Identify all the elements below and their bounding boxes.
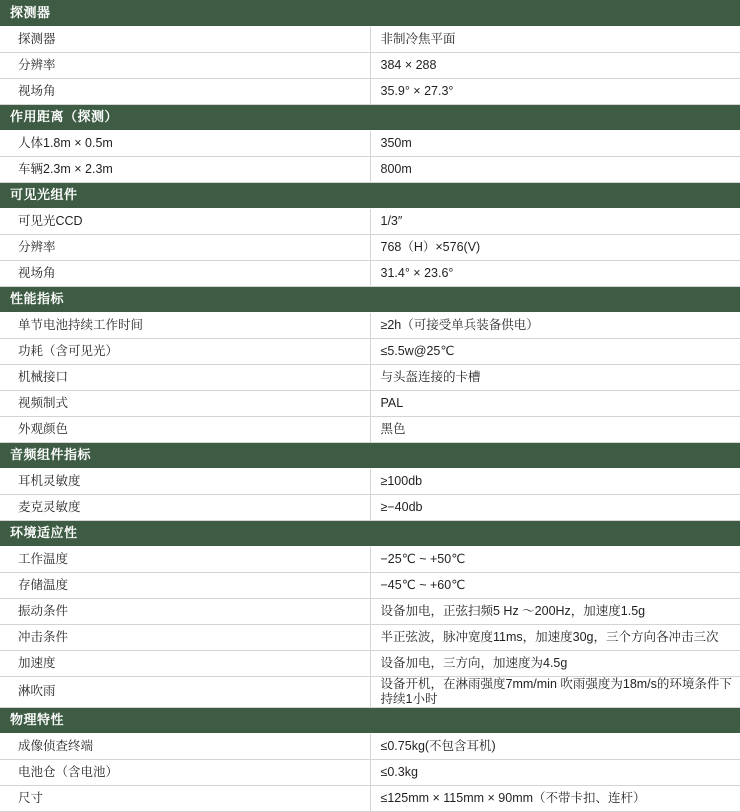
table-row xyxy=(0,312,740,338)
row-label: 冲击条件 xyxy=(0,624,370,650)
table-row xyxy=(0,52,740,78)
row-value: 800m xyxy=(370,156,740,182)
row-value: 350m xyxy=(370,130,740,156)
table-row xyxy=(0,676,740,707)
section-header-row xyxy=(0,442,740,468)
row-label: 分辨率 xyxy=(0,234,370,260)
row-label: 外观颜色 xyxy=(0,416,370,442)
section-title: 物理特性 xyxy=(0,707,740,733)
row-value: 与头盔连接的卡槽 xyxy=(370,364,740,390)
section-title: 音频组件指标 xyxy=(0,442,740,468)
section-header-row xyxy=(0,0,740,26)
row-value: PAL xyxy=(370,390,740,416)
row-label: 存储温度 xyxy=(0,572,370,598)
row-label: 功耗（含可见光） xyxy=(0,338,370,364)
section-header-row xyxy=(0,182,740,208)
table-row xyxy=(0,364,740,390)
row-label: 淋吹雨 xyxy=(0,676,370,707)
section-header-row xyxy=(0,520,740,546)
table-row xyxy=(0,260,740,286)
table-row xyxy=(0,468,740,494)
table-row xyxy=(0,572,740,598)
row-value: 设备加电，三方向，加速度为4.5g xyxy=(370,650,740,676)
table-row xyxy=(0,624,740,650)
row-label: 麦克灵敏度 xyxy=(0,494,370,520)
row-label: 单节电池持续工作时间 xyxy=(0,312,370,338)
table-row xyxy=(0,208,740,234)
row-label: 工作温度 xyxy=(0,546,370,572)
table-row xyxy=(0,130,740,156)
row-label: 尺寸 xyxy=(0,785,370,811)
row-value: ≥−40db xyxy=(370,494,740,520)
row-value: 35.9° × 27.3° xyxy=(370,78,740,104)
row-value: 1/3″ xyxy=(370,208,740,234)
row-label: 视频制式 xyxy=(0,390,370,416)
row-value: ≤5.5w@25℃ xyxy=(370,338,740,364)
row-label: 视场角 xyxy=(0,78,370,104)
row-label: 电池仓（含电池） xyxy=(0,759,370,785)
table-row xyxy=(0,759,740,785)
row-value: 384 × 288 xyxy=(370,52,740,78)
row-label: 耳机灵敏度 xyxy=(0,468,370,494)
row-label: 加速度 xyxy=(0,650,370,676)
section-header-row xyxy=(0,104,740,130)
table-row xyxy=(0,546,740,572)
table-row xyxy=(0,494,740,520)
row-value: 半正弦波，脉冲宽度11ms，加速度30g，三个方向各冲击三次 xyxy=(370,624,740,650)
section-header-row xyxy=(0,707,740,733)
row-label: 车辆2.3m × 2.3m xyxy=(0,156,370,182)
row-value: ≤0.3kg xyxy=(370,759,740,785)
row-value: −45℃ ~ +60℃ xyxy=(370,572,740,598)
row-value: ≥100db xyxy=(370,468,740,494)
row-value: 设备开机，在淋雨强度7mm/min 吹雨强度为18m/s的环境条件下持续1小时 xyxy=(370,676,740,707)
section-header-row xyxy=(0,286,740,312)
row-value: −25℃ ~ +50℃ xyxy=(370,546,740,572)
row-value: 非制冷焦平面 xyxy=(370,26,740,52)
table-row xyxy=(0,598,740,624)
table-row xyxy=(0,26,740,52)
table-row xyxy=(0,78,740,104)
table-row xyxy=(0,156,740,182)
section-title: 可见光组件 xyxy=(0,182,740,208)
table-row xyxy=(0,650,740,676)
row-label: 视场角 xyxy=(0,260,370,286)
row-value: ≤0.75kg(不包含耳机) xyxy=(370,733,740,759)
row-label: 可见光CCD xyxy=(0,208,370,234)
table-row xyxy=(0,390,740,416)
row-value: 黑色 xyxy=(370,416,740,442)
section-title: 环境适应性 xyxy=(0,520,740,546)
row-value: ≤125mm × 115mm × 90mm（不带卡扣、连杆） xyxy=(370,785,740,811)
table-row xyxy=(0,733,740,759)
row-label: 人体1.8m × 0.5m xyxy=(0,130,370,156)
table-row xyxy=(0,785,740,811)
row-label: 分辨率 xyxy=(0,52,370,78)
row-label: 探测器 xyxy=(0,26,370,52)
table-row xyxy=(0,234,740,260)
row-value: ≥2h（可接受单兵装备供电） xyxy=(370,312,740,338)
row-value: 设备加电，正弦扫频5 Hz ～200Hz，加速度1.5g xyxy=(370,598,740,624)
table-row xyxy=(0,338,740,364)
section-title: 性能指标 xyxy=(0,286,740,312)
row-label: 成像侦查终端 xyxy=(0,733,370,759)
row-label: 机械接口 xyxy=(0,364,370,390)
row-label: 振动条件 xyxy=(0,598,370,624)
section-title: 作用距离（探测） xyxy=(0,104,740,130)
row-value: 768（H）×576(V) xyxy=(370,234,740,260)
table-row xyxy=(0,416,740,442)
row-value: 31.4° × 23.6° xyxy=(370,260,740,286)
section-title: 探测器 xyxy=(0,0,740,26)
